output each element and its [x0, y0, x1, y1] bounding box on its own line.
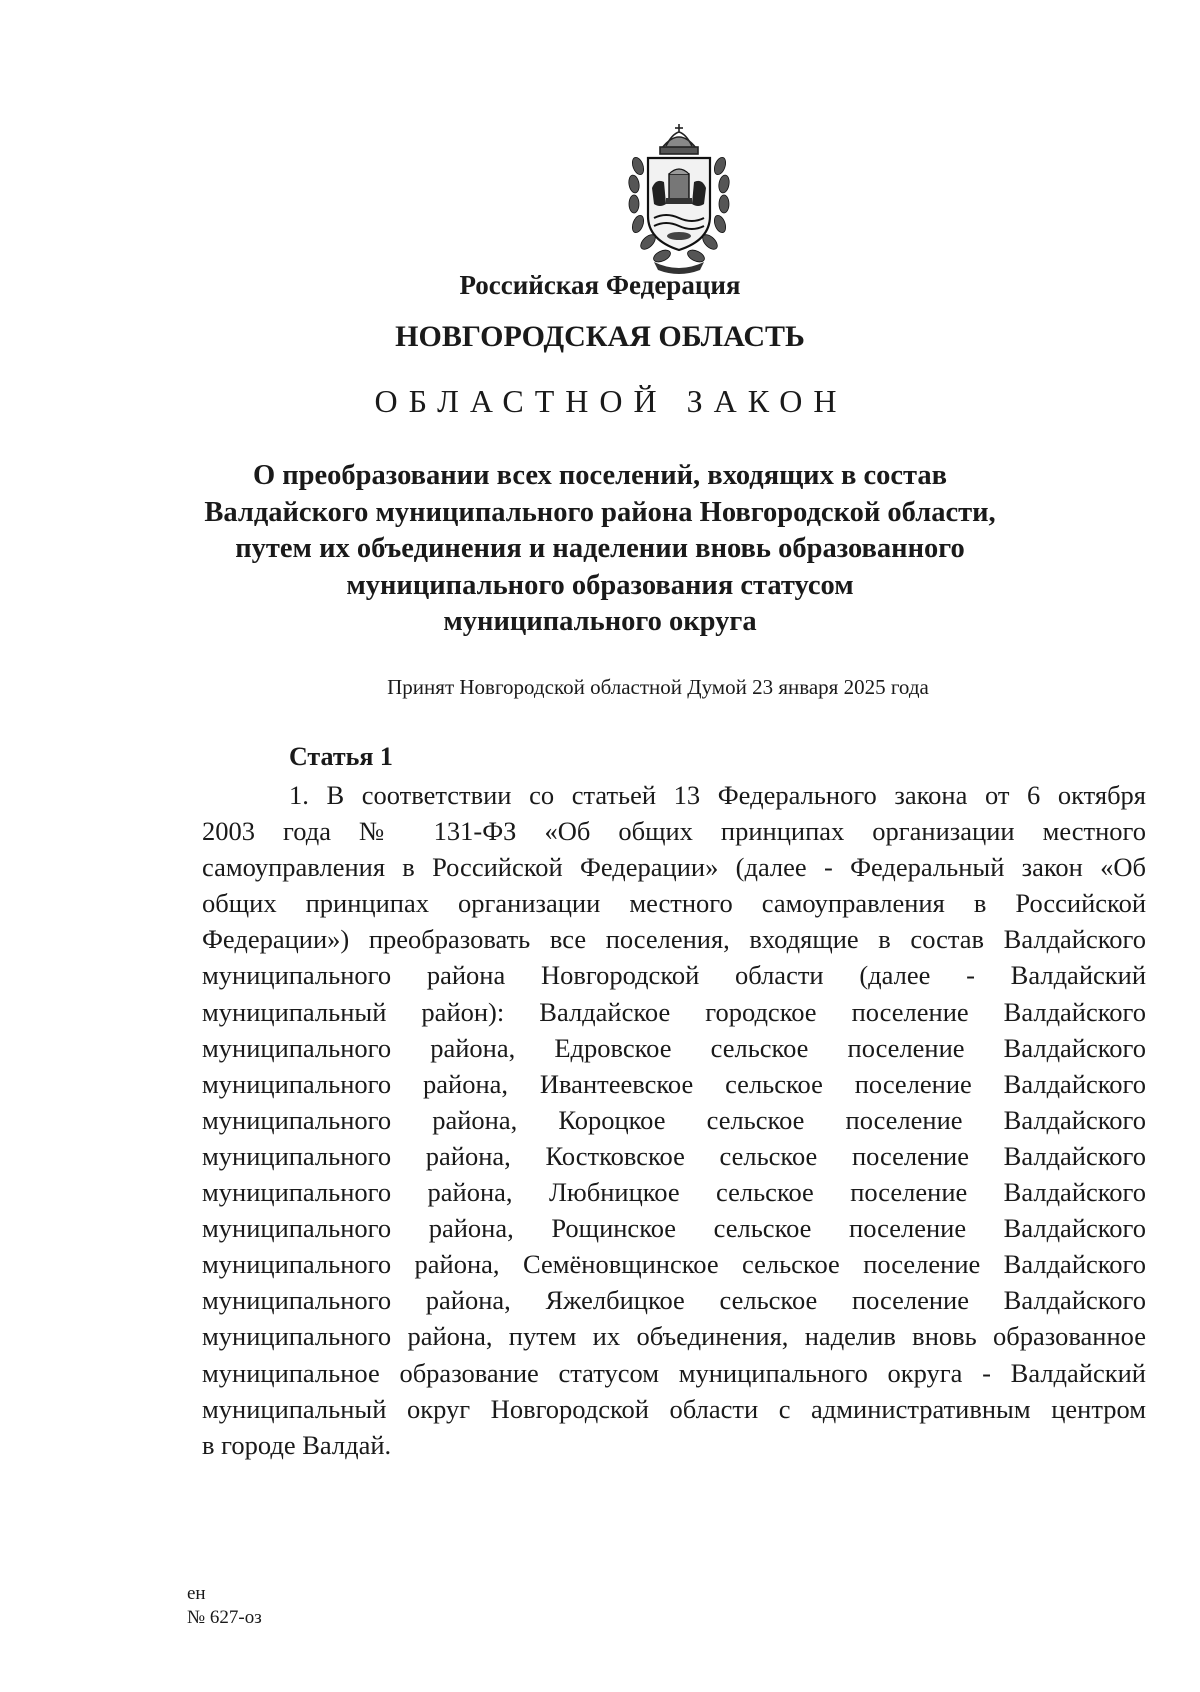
- article-line: муниципального района, Короцкое сельское поселение Валдайского: [202, 1104, 1146, 1135]
- law-number: № 627-оз: [187, 1607, 262, 1628]
- article-line: 1. В соответствии со статьей 13 Федерального закона от 6 октября: [289, 780, 1146, 810]
- article-line: муниципальный район): Валдайское городское поселение Валдайского: [202, 996, 1146, 1027]
- adoption-note: Принят Новгородской областной Думой 23 января 2025 года: [387, 675, 929, 699]
- article-line: Федерации») преобразовать все поселения, входящие в состав Валдайского: [202, 924, 1146, 955]
- article-line: муниципального района, Семёновщинское сельское поселение Валдайского: [202, 1249, 1146, 1280]
- region-name: НОВГОРОДСКАЯ ОБЛАСТЬ: [395, 320, 805, 353]
- article-body: [202, 777, 1146, 1463]
- law-title: [200, 458, 1000, 641]
- article-line: муниципальное образование статусом муниципального округа - Валдайский: [202, 1357, 1146, 1388]
- coat-of-arms-icon: [614, 118, 744, 278]
- article-line: в городе Валдай.: [202, 1429, 392, 1460]
- law-title-line: О преобразовании всех поселений, входящих в состав: [252, 460, 948, 491]
- article-line: муниципального района, Рощинское сельское поселение Валдайского: [202, 1213, 1146, 1244]
- executor-initials: ен: [187, 1583, 206, 1604]
- article-line: муниципального района, Яжелбицкое сельское поселение Валдайского: [202, 1285, 1146, 1316]
- article-line: муниципальный округ Новгородской области с административным центром: [202, 1393, 1146, 1424]
- country-name: Российская Федерация: [459, 270, 741, 300]
- document-code: [187, 1582, 262, 1630]
- article-line: муниципального района, Костковское сельское поселение Валдайского: [202, 1140, 1146, 1171]
- document-type: ОБЛАСТНОЙ ЗАКОН: [374, 383, 848, 419]
- article-line: самоуправления в Российской Федерации» (далее - Федеральный закон «Об: [202, 852, 1146, 883]
- law-title-line: Валдайского муниципального района Новгородской области,: [204, 496, 996, 528]
- article-line: муниципального района Новгородской области (далее - Валдайский: [202, 960, 1146, 991]
- article-line: муниципального района, Едровское сельское поселение Валдайского: [202, 1032, 1146, 1063]
- article-line: муниципального района, Любницкое сельское поселение Валдайского: [202, 1177, 1146, 1208]
- article-line: муниципального района, Ивантеевское сельское поселение Валдайского: [202, 1068, 1146, 1099]
- law-title-line: муниципального округа: [443, 606, 757, 637]
- law-title-line: муниципального образования статусом: [346, 569, 854, 601]
- article-line: 2003 года № 131-ФЗ «Об общих принципах организации местного: [202, 816, 1146, 847]
- article-line: муниципального района, путем их объединения, наделив вновь образованное: [202, 1321, 1146, 1352]
- law-title-line: путем их объединения и наделении вновь образованного: [235, 533, 965, 564]
- article-heading: Статья 1: [289, 742, 393, 771]
- article-line: общих принципах организации местного самоуправления в Российской: [202, 888, 1146, 919]
